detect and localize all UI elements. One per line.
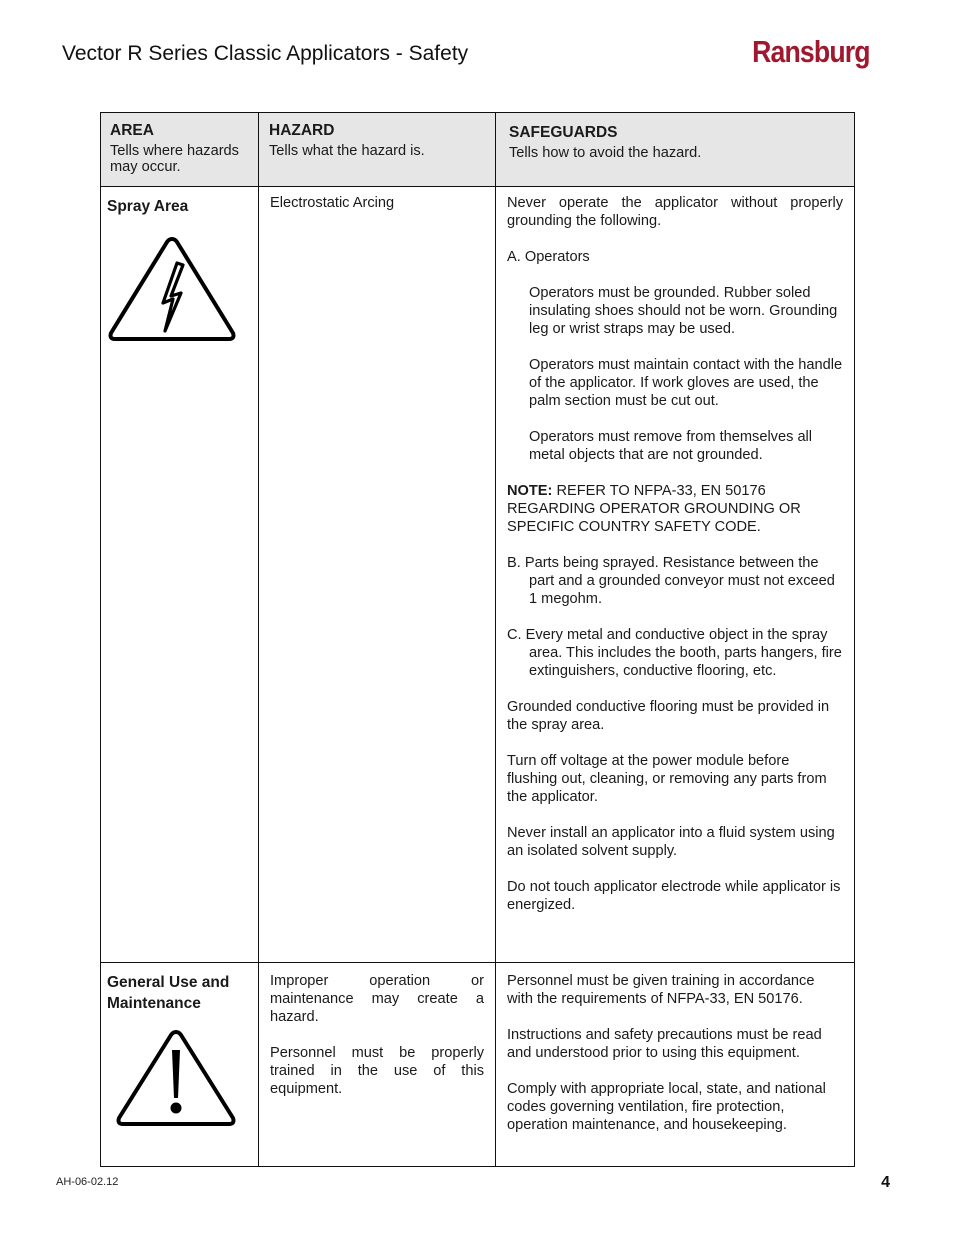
- note-text: REFER TO NFPA-33, EN 50176 REGARDING OPERATOR GROUNDING OR SPECIFIC COUNTRY SAFETY CODE.: [507, 483, 801, 535]
- area-name: General Use and Maintenance: [107, 974, 230, 1012]
- column-header-hazard: [259, 113, 496, 187]
- column-title: AREA: [110, 122, 154, 139]
- table-row: [101, 187, 855, 963]
- safeguard-text: Never operate the applicator without properly grounding the following.: [507, 195, 843, 229]
- safety-note: [507, 482, 843, 536]
- area-cell: [101, 963, 259, 1167]
- column-title: SAFEGUARDS: [509, 124, 618, 141]
- safeguard-text: Instructions and safety precautions must be read and understood prior to using this equipment.: [507, 1027, 822, 1061]
- column-title: HAZARD: [269, 122, 335, 139]
- table-row: [101, 963, 855, 1167]
- hazard-cell: [259, 963, 496, 1167]
- hazard-text: Personnel must be properly trained in the use of this equipment.: [270, 1045, 484, 1097]
- safeguard-subitem: Operators must remove from themselves all metal objects that are not grounded.: [529, 429, 813, 463]
- safeguard-text: Never install an applicator into a fluid system using an isolated solvent supply.: [507, 825, 835, 859]
- hazard-text: Improper operation or maintenance may create a hazard.: [270, 973, 484, 1025]
- safeguard-text: Personnel must be given training in accordance with the requirements of NFPA-33, EN 50176.: [507, 973, 815, 1007]
- area-cell: [101, 187, 259, 963]
- hazard-text: Electrostatic Arcing: [270, 195, 395, 211]
- safeguard-subitem: Operators must maintain contact with the handle of the applicator. If work gloves are used, the palm section must be cut out.: [529, 357, 843, 409]
- electrical-hazard-icon: [107, 233, 252, 348]
- table-header-row: [101, 113, 855, 187]
- document-code: AH-06-02.12: [56, 1176, 119, 1188]
- safeguard-subitem: Operators must be grounded. Rubber soled insulating shoes should not be worn. Grounding leg or wrist straps may be used.: [529, 285, 838, 337]
- safety-table: [100, 112, 855, 1167]
- column-subtitle: Tells where hazards may occur.: [110, 143, 239, 175]
- safeguard-item: C. Every metal and conductive object in the spray area. This includes the booth, parts hangers, fire extinguishers, conductive flooring, etc.: [507, 627, 842, 679]
- column-subtitle: Tells how to avoid the hazard.: [509, 145, 702, 161]
- column-header-safeguards: [496, 113, 855, 187]
- page-title: Vector R Series Classic Applicators - Safety: [62, 42, 469, 65]
- warning-exclamation-icon: [107, 1028, 252, 1133]
- safeguard-text: Comply with appropriate local, state, and national codes governing ventilation, fire protection, operation maintenance, and housekeeping.: [507, 1081, 826, 1133]
- safeguards-cell: [496, 963, 855, 1167]
- brand-logo: Ransburg: [752, 34, 870, 69]
- safeguards-cell: [496, 187, 855, 963]
- safeguard-text: Do not touch applicator electrode while applicator is energized.: [507, 879, 841, 913]
- safeguard-item-label: A. Operators: [507, 249, 590, 265]
- area-name: Spray Area: [107, 198, 189, 215]
- note-label: NOTE:: [507, 483, 553, 499]
- hazard-cell: [259, 187, 496, 963]
- safeguard-item: B. Parts being sprayed. Resistance between the part and a grounded conveyor must not exceed 1 megohm.: [507, 555, 835, 607]
- page-number: 4: [881, 1174, 890, 1191]
- column-header-area: [101, 113, 259, 187]
- column-subtitle: Tells what the hazard is.: [269, 143, 425, 159]
- safeguard-text: Grounded conductive flooring must be provided in the spray area.: [507, 699, 830, 733]
- safeguard-text: Turn off voltage at the power module before flushing out, cleaning, or removing any parts from the applicator.: [507, 753, 827, 805]
